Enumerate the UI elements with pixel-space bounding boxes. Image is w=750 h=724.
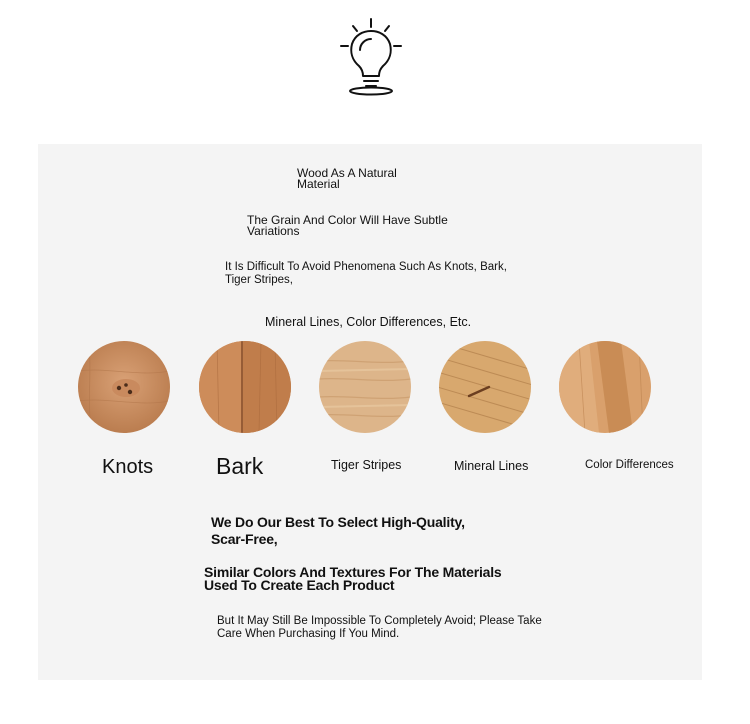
info-panel [38, 144, 702, 680]
color-differences-label: Color Differences [585, 459, 674, 471]
color-differences-wood-sample [559, 341, 651, 433]
lightbulb-icon [336, 16, 406, 98]
intro-line-2: The Grain And Color Will Have Subtle Variations [247, 213, 448, 238]
closing-line-1: We Do Our Best To Select High-Quality, Scar-Free, [211, 514, 465, 547]
intro-line-3: It Is Difficult To Avoid Phenomena Such As Knots, Bark, Tiger Stripes, [225, 261, 507, 286]
closing-line-2: Similar Colors And Textures For The Materials Used To Create Each Product [204, 564, 502, 593]
bark-label: Bark [216, 453, 264, 479]
mineral-lines-wood-sample [439, 341, 531, 433]
intro-line-4: Mineral Lines, Color Differences, Etc. [265, 315, 472, 329]
intro-line-1: Wood As A Natural Material [297, 166, 397, 191]
knots-label: Knots [102, 456, 154, 478]
tiger-stripes-label: Tiger Stripes [331, 458, 402, 472]
knots-wood-sample [78, 341, 170, 433]
bark-wood-sample [199, 341, 291, 433]
closing-line-3: But It May Still Be Impossible To Completely Avoid; Please Take Care When Purchasing If You Mind. [217, 615, 542, 640]
mineral-lines-label: Mineral Lines [454, 459, 529, 473]
tiger-stripes-wood-sample [319, 341, 411, 433]
